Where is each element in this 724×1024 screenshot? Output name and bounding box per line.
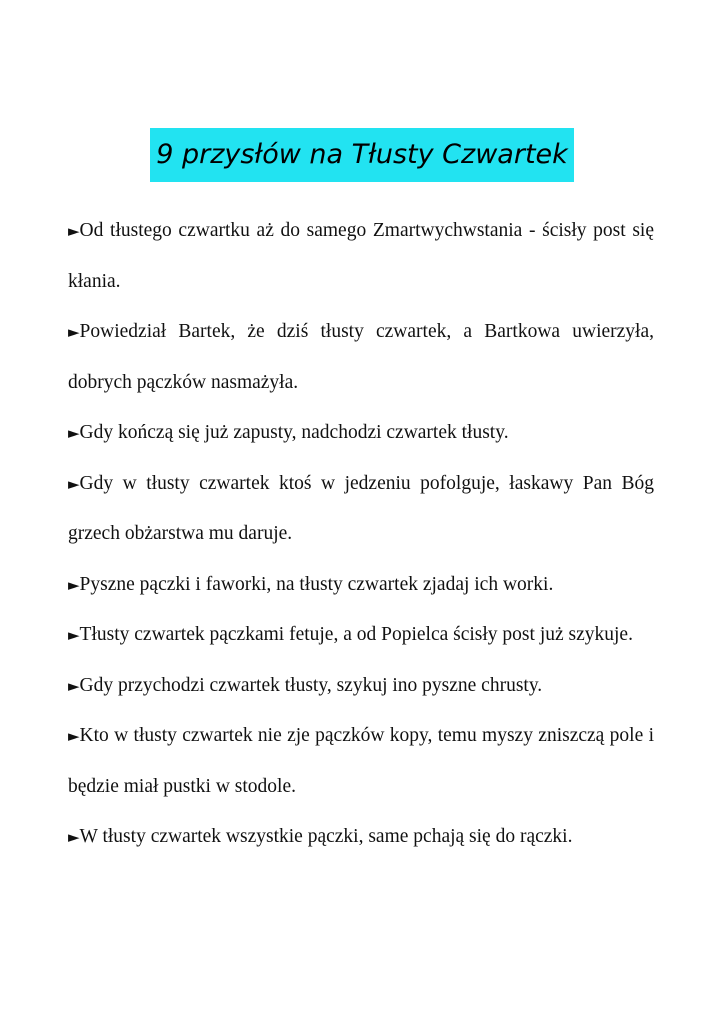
bullet-arrow-icon: ► <box>68 424 80 442</box>
title-container <box>0 128 724 182</box>
proverb-item <box>68 711 654 812</box>
proverb-text: Gdy w tłusty czwartek ktoś w jedzeniu pofolguje, łaskawy Pan Bóg grzech obżarstwa mu daruje. <box>68 472 654 544</box>
proverb-item <box>68 307 654 408</box>
proverb-text: W tłusty czwartek wszystkie pączki, same pchają się do rączki. <box>79 826 573 847</box>
proverb-item <box>68 812 654 863</box>
proverb-item <box>68 459 654 560</box>
document-title: 9 przysłów na Tłusty Czwartek <box>150 128 574 182</box>
proverb-text: Tłusty czwartek pączkami fetuje, a od Popielca ścisły post już szykuje. <box>79 624 633 645</box>
bullet-arrow-icon: ► <box>68 626 80 644</box>
proverb-item <box>68 408 654 459</box>
bullet-arrow-icon: ► <box>68 474 80 493</box>
proverb-text: Od tłustego czwartku aż do samego Zmartwychwstania - ścisły post się kłania. <box>68 220 654 292</box>
bullet-arrow-icon: ► <box>68 727 80 745</box>
proverb-text: Gdy przychodzi czwartek tłusty, szykuj ino pyszne chrusty. <box>79 674 543 696</box>
proverb-text: Pyszne pączki i faworki, na tłusty czwartek zjadaj ich worki. <box>79 573 554 595</box>
proverb-item <box>68 206 654 307</box>
proverb-text: Kto w tłusty czwartek nie zje pączków kopy, temu myszy zniszczą pole i będzie miał pustki w stodole. <box>68 725 654 797</box>
bullet-arrow-icon: ► <box>68 575 80 594</box>
bullet-arrow-icon: ► <box>68 222 80 240</box>
bullet-arrow-icon: ► <box>68 323 80 341</box>
proverb-text: Powiedział Bartek, że dziś tłusty czwartek, a Bartkowa uwierzyła, dobrych pączków nasmażyła. <box>68 321 654 393</box>
proverb-item <box>68 560 654 611</box>
proverb-list <box>68 206 654 863</box>
proverb-item <box>68 610 654 661</box>
bullet-arrow-icon: ► <box>68 828 80 846</box>
proverb-text: Gdy kończą się już zapusty, nadchodzi czwartek tłusty. <box>79 422 509 443</box>
proverb-item <box>68 661 654 712</box>
bullet-arrow-icon: ► <box>68 676 80 695</box>
